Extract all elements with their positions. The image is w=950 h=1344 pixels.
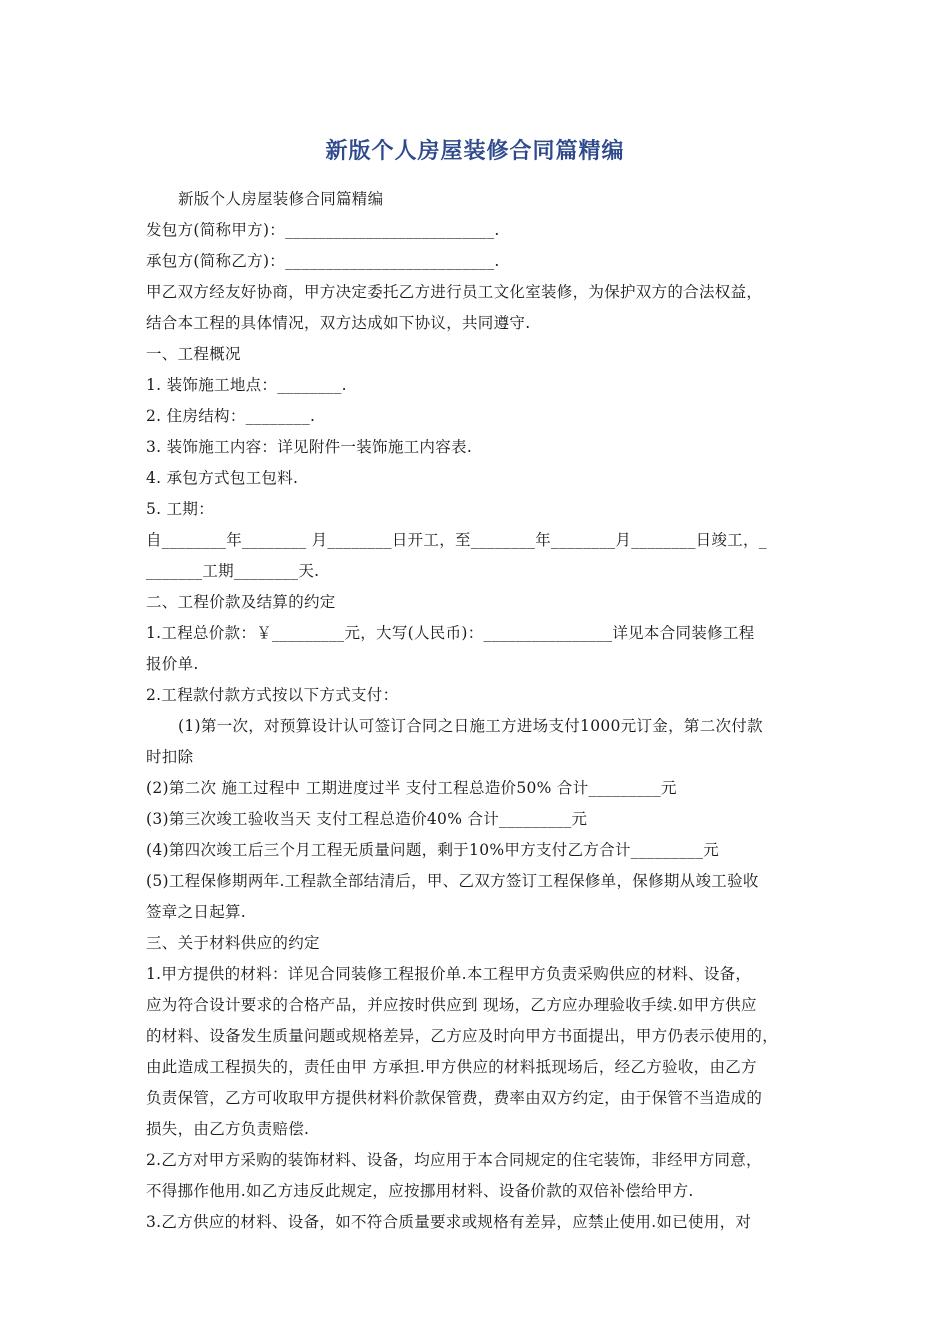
text-line: 二、工程价款及结算的约定	[146, 593, 336, 611]
text-line: (2)第二次 施工过程中 工期进度过半 支付工程总造价50% 合计_________元	[146, 779, 677, 797]
text-line: 1. 装饰施工地点：________.	[146, 376, 347, 394]
text-line: 三、关于材料供应的约定	[146, 934, 320, 952]
text-line: 3.乙方供应的材料、设备，如不符合质量要求或规格有差异，应禁止使用.如已使用，对	[146, 1213, 752, 1231]
text-line: 5. 工期：	[146, 500, 215, 518]
text-line: (4)第四次竣工后三个月工程无质量问题，剩于10%甲方支付乙方合计_________元	[146, 841, 720, 859]
text-line: (5)工程保修期两年.工程款全部结清后，甲、乙双方签订工程保修单，保修期从竣工验收	[146, 872, 759, 890]
text-line: 由此造成工程损失的，责任由甲 方承担.甲方供应的材料抵现场后，经乙方验收，由乙方	[146, 1058, 757, 1076]
document-title: 新版个人房屋装修合同篇精编	[325, 139, 625, 164]
text-line: 发包方(简称甲方)：__________________________.	[146, 221, 500, 239]
text-line: 的材料、设备发生质量问题或规格差异，乙方应及时向甲方书面提出，甲方仍表示使用的，	[146, 1027, 779, 1045]
text-line: 2.工程款付款方式按以下方式支付：	[146, 686, 399, 704]
text-line: 甲乙双方经友好协商，甲方决定委托乙方进行员工文化室装修，为保护双方的合法权益，	[146, 283, 763, 301]
text-line: 报价单.	[146, 655, 199, 673]
text-line: 应为符合设计要求的合格产品，并应按时供应到 现场，乙方应办理验收手续.如甲方供应	[146, 996, 757, 1014]
text-line: 新版个人房屋装修合同篇精编	[178, 190, 384, 208]
text-line: 负责保管，乙方可收取甲方提供材料价款保管费，费率由双方约定，由于保管不当造成的	[146, 1089, 763, 1107]
text-line: 3. 装饰施工内容：详见附件一装饰施工内容表.	[146, 438, 473, 456]
text-line: (1)第一次，对预算设计认可签订合同之日施工方进场支付1000元订金，第二次付款	[178, 717, 763, 735]
text-line: (3)第三次竣工验收当天 支付工程总造价40% 合计_________元	[146, 810, 588, 828]
text-line: 结合本工程的具体情况，双方达成如下协议，共同遵守.	[146, 314, 531, 332]
text-line: 2. 住房结构：________.	[146, 407, 316, 425]
text-line: 1.甲方提供的材料：详见合同装修工程报价单.本工程甲方负责采购供应的材料、设备，	[146, 965, 752, 983]
document-body	[146, 184, 810, 1238]
text-line: 4. 承包方式包工包料.	[146, 469, 299, 487]
text-line: 自________年________ 月________日开工，至________年________月________日竣工，_	[146, 531, 767, 549]
text-line: 一、工程概况	[146, 345, 241, 363]
text-line: 2.乙方对甲方采购的装饰材料、设备，均应用于本合同规定的住宅装饰，非经甲方同意，	[146, 1151, 762, 1169]
text-line: 承包方(简称乙方)：__________________________.	[146, 252, 500, 270]
text-line: 1.工程总价款：￥_________元，大写(人民币)：________________详见本合同装修工程	[146, 624, 755, 642]
text-line: 签章之日起算.	[146, 903, 247, 921]
text-line: _______工期________天.	[146, 562, 320, 580]
text-line: 不得挪作他用.如乙方违反此规定，应按挪用材料、设备价款的双倍补偿给甲方.	[146, 1182, 694, 1200]
text-line: 损失，由乙方负责赔偿.	[146, 1120, 310, 1138]
text-line: 时扣除	[146, 748, 194, 766]
